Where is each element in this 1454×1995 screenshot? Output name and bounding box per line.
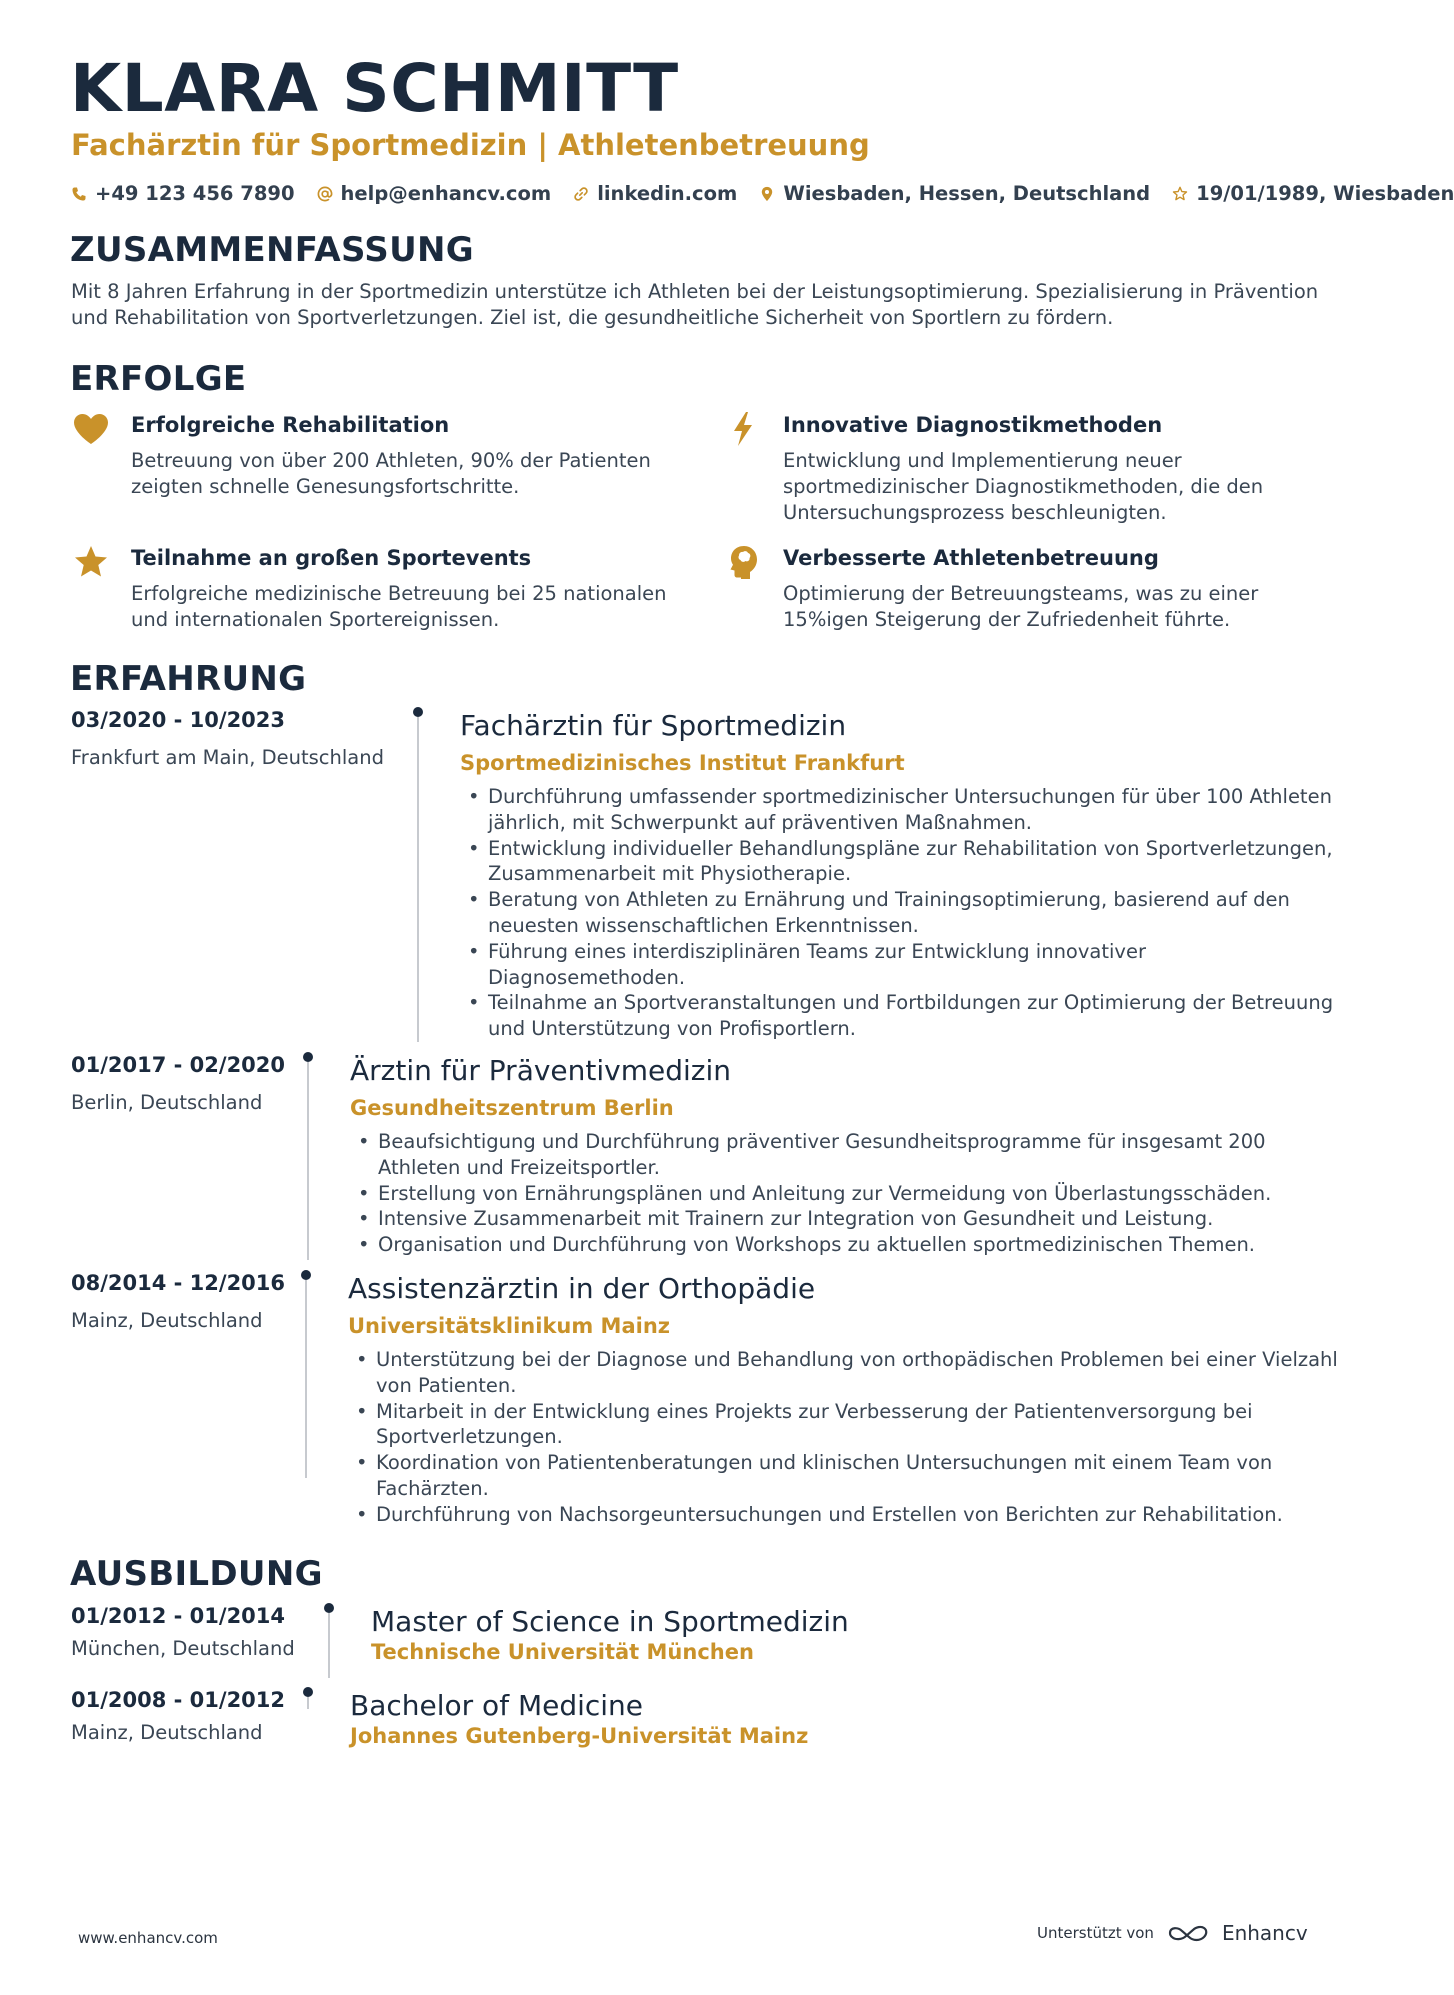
location-pin-icon bbox=[759, 186, 775, 202]
list-item: • Mitarbeit in der Entwicklung eines Projekts zur Verbesserung der Patientenversorgung bei Sportverletzungen. bbox=[348, 1399, 1338, 1451]
education-dates: 01/2012 - 01/2014 bbox=[71, 1604, 286, 1628]
education-heading: AUSBILDUNG bbox=[70, 1554, 323, 1594]
list-item: • Beratung von Athleten zu Ernährung und Trainingsoptimierung, basierend auf den neuesten wissenschaftlichen Erkenntnissen. bbox=[460, 887, 1340, 939]
list-item: • Durchführung von Nachsorgeuntersuchungen und Erstellen von Berichten zur Rehabilitation. bbox=[348, 1502, 1338, 1528]
job-location: Berlin, Deutschland bbox=[71, 1091, 263, 1114]
timeline-dot bbox=[301, 1270, 311, 1280]
list-item: • Durchführung umfassender sportmedizinischer Untersuchungen für über 100 Athleten jährlich, mit Schwerpunkt auf präventiven Maßnahmen. bbox=[460, 784, 1340, 836]
job-organization: Universitätsklinikum Mainz bbox=[348, 1314, 670, 1338]
achievement-title: Teilnahme an großen Sportevents bbox=[131, 546, 532, 570]
list-item: • Entwicklung individueller Behandlungspläne zur Rehabilitation von Sportverletzungen, Zusammenarbeit mit Physiotherapie. bbox=[460, 836, 1340, 888]
achievements-heading: ERFOLGE bbox=[70, 359, 247, 399]
footer-powered-by bbox=[1037, 1921, 1308, 1945]
lightning-icon bbox=[723, 409, 763, 449]
summary-heading: ZUSAMMENFASSUNG bbox=[70, 230, 474, 270]
head-brain-icon bbox=[723, 542, 763, 582]
job-location: Mainz, Deutschland bbox=[71, 1309, 263, 1332]
timeline-line bbox=[307, 1697, 309, 1709]
job-organization: Gesundheitszentrum Berlin bbox=[350, 1096, 674, 1120]
education-institution: Johannes Gutenberg-Universität Mainz bbox=[350, 1724, 809, 1748]
list-item: • Erstellung von Ernährungsplänen und Anleitung zur Vermeidung von Überlastungsschäden. bbox=[350, 1181, 1340, 1207]
achievement-description: Optimierung der Betreuungsteams, was zu einer 15%igen Steigerung der Zufriedenheit führte. bbox=[783, 582, 1259, 631]
job-organization: Sportmedizinisches Institut Frankfurt bbox=[460, 751, 905, 775]
timeline-line bbox=[417, 717, 419, 1042]
star-icon bbox=[71, 542, 111, 582]
job-title: Assistenzärztin in der Orthopädie bbox=[348, 1272, 816, 1305]
star-outline-icon bbox=[1172, 186, 1188, 202]
achievement-title: Innovative Diagnostikmethoden bbox=[783, 413, 1163, 437]
contact-email-text: help@enhancv.com bbox=[340, 182, 552, 205]
job-location: Frankfurt am Main, Deutschland bbox=[71, 746, 384, 769]
experience-heading: ERFAHRUNG bbox=[70, 659, 307, 699]
achievement-description: Erfolgreiche medizinische Betreuung bei 25 nationalen und internationalen Sportereignissen. bbox=[131, 582, 667, 631]
job-bullets bbox=[350, 1129, 1340, 1258]
list-item: • Unterstützung bei der Diagnose und Behandlung von orthopädischen Problemen bei einer Vielzahl von Patienten. bbox=[348, 1347, 1338, 1399]
at-icon bbox=[317, 186, 333, 202]
contact-birth-text: 19/01/1989, Wiesbaden bbox=[1196, 182, 1454, 205]
contact-bar bbox=[71, 180, 1454, 208]
phone-icon bbox=[71, 186, 87, 202]
job-dates: 01/2017 - 02/2020 bbox=[71, 1053, 286, 1077]
job-bullets bbox=[460, 784, 1340, 1042]
contact-phone-text: +49 123 456 7890 bbox=[95, 182, 295, 205]
degree-title: Bachelor of Medicine bbox=[350, 1689, 644, 1722]
timeline-dot bbox=[303, 1687, 313, 1697]
timeline-dot bbox=[324, 1603, 334, 1613]
link-icon bbox=[573, 186, 589, 202]
list-item: • Intensive Zusammenarbeit mit Trainern zur Integration von Gesundheit und Leistung. bbox=[350, 1206, 1340, 1232]
heart-icon bbox=[71, 409, 111, 449]
brand-name: Enhancv bbox=[1221, 1921, 1308, 1945]
contact-linkedin[interactable] bbox=[573, 180, 737, 208]
contact-birth bbox=[1172, 180, 1454, 208]
contact-phone[interactable] bbox=[71, 180, 295, 208]
list-item: • Organisation und Durchführung von Workshops zu aktuellen sportmedizinischen Themen. bbox=[350, 1232, 1340, 1258]
timeline-line bbox=[305, 1280, 307, 1478]
contact-email[interactable] bbox=[317, 180, 552, 208]
timeline-line bbox=[328, 1613, 330, 1678]
list-item: • Koordination von Patientenberatungen und klinischen Untersuchungen mit einem Team von Fachärzten. bbox=[348, 1450, 1338, 1502]
list-item: • Beaufsichtigung und Durchführung präventiver Gesundheitsprogramme für insgesamt 200 Athleten und Freizeitsportler. bbox=[350, 1129, 1340, 1181]
job-title: Ärztin für Präventivmedizin bbox=[350, 1054, 731, 1087]
education-location: München, Deutschland bbox=[71, 1637, 295, 1660]
candidate-subtitle: Fachärztin für Sportmedizin | Athletenbetreuung bbox=[71, 128, 870, 162]
candidate-name: KLARA SCHMITT bbox=[70, 50, 679, 127]
job-dates: 03/2020 - 10/2023 bbox=[71, 708, 286, 732]
job-bullets bbox=[348, 1347, 1338, 1528]
degree-title: Master of Science in Sportmedizin bbox=[371, 1605, 849, 1638]
job-title: Fachärztin für Sportmedizin bbox=[460, 709, 847, 742]
powered-by-label: Unterstützt von bbox=[1037, 1924, 1154, 1942]
summary-text: Mit 8 Jahren Erfahrung in der Sportmedizin unterstütze ich Athleten bei der Leistungsoptimierung. Spezialisierung in Prävention und Rehabilitation von Sportverletzungen. Ziel ist, die gesundheitliche Sicherheit von Sportlern zu fördern. bbox=[71, 280, 1319, 329]
achievement-title: Verbesserte Athletenbetreuung bbox=[783, 546, 1159, 570]
job-dates: 08/2014 - 12/2016 bbox=[71, 1271, 286, 1295]
timeline-line bbox=[307, 1062, 309, 1260]
education-dates: 01/2008 - 01/2012 bbox=[71, 1688, 286, 1712]
achievement-description: Entwicklung und Implementierung neuer sportmedizinischer Diagnostikmethoden, die den Untersuchungsprozess beschleunigten. bbox=[783, 449, 1264, 524]
contact-location bbox=[759, 180, 1150, 208]
education-institution: Technische Universität München bbox=[371, 1640, 754, 1664]
contact-linkedin-text: linkedin.com bbox=[597, 182, 738, 205]
list-item: • Führung eines interdisziplinären Teams zur Entwicklung innovativer Diagnosemethoden. bbox=[460, 939, 1340, 991]
achievement-title: Erfolgreiche Rehabilitation bbox=[131, 413, 450, 437]
brand-logo[interactable] bbox=[1166, 1921, 1308, 1945]
achievement-description: Betreuung von über 200 Athleten, 90% der Patienten zeigten schnelle Genesungsfortschritte. bbox=[131, 449, 651, 498]
timeline-dot bbox=[303, 1052, 313, 1062]
list-item: • Teilnahme an Sportveranstaltungen und Fortbildungen zur Optimierung der Betreuung und Unterstützung von Profisportlern. bbox=[460, 990, 1340, 1042]
footer-website[interactable]: www.enhancv.com bbox=[78, 1929, 218, 1947]
education-location: Mainz, Deutschland bbox=[71, 1721, 263, 1744]
timeline-dot bbox=[413, 707, 423, 717]
enhancv-logo-icon bbox=[1166, 1921, 1212, 1945]
contact-location-text: Wiesbaden, Hessen, Deutschland bbox=[783, 182, 1151, 205]
